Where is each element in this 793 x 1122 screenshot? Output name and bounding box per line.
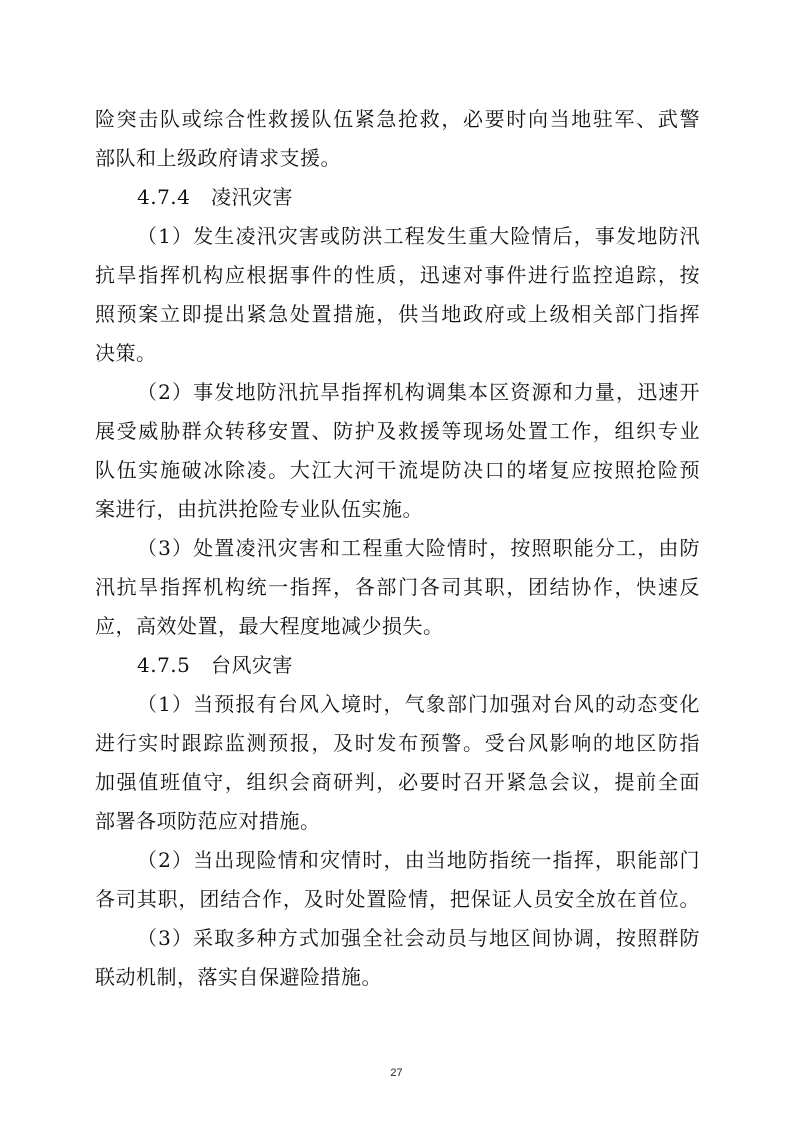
text-line: （3）处置凌汛灾害和工程重大险情时，按照职能分工，由防 [137, 536, 700, 560]
text-line: 部署各项防范应对措施。 [95, 809, 321, 833]
section-heading [95, 178, 700, 217]
text-line: 决策。 [95, 341, 157, 365]
section-number: 4.7.4 [137, 185, 191, 209]
page-number: 27 [390, 1067, 403, 1079]
text-line: 照预案立即提出紧急处置措施，供当地政府或上级相关部门指挥 [95, 302, 700, 326]
section-heading [95, 646, 700, 685]
text-line: （2）事发地防汛抗旱指挥机构调集本区资源和力量，迅速开 [137, 380, 700, 404]
text-line: （2）当出现险情和灾情时，由当地防指统一指挥，职能部门 [137, 848, 700, 872]
text-line: 联动机制，落实自保避险措施。 [95, 965, 382, 989]
text-line: 抗旱指挥机构应根据事件的性质，迅速对事件进行监控追踪，按 [95, 263, 700, 287]
text-line: （1）发生凌汛灾害或防洪工程发生重大险情后，事发地防汛 [137, 224, 700, 248]
section-title: 台风灾害 [211, 653, 293, 677]
text-line: 汛抗旱指挥机构统一指挥，各部门各司其职，团结协作，快速反 [95, 575, 700, 599]
text-line: 部队和上级政府请求支援。 [95, 146, 341, 170]
text-line: （3）采取多种方式加强全社会动员与地区间协调，按照群防 [137, 926, 700, 950]
text-line: 险突击队或综合性救援队伍紧急抢救，必要时向当地驻军、武警 [95, 107, 700, 131]
text-line: 应，高效处置，最大程度地减少损失。 [95, 614, 444, 638]
text-line: （1）当预报有台风入境时，气象部门加强对台风的动态变化 [137, 692, 700, 716]
section-number: 4.7.5 [137, 653, 191, 677]
text-line: 案进行，由抗洪抢险专业队伍实施。 [95, 497, 423, 521]
text-line: 队伍实施破冰除凌。大江大河干流堤防决口的堵复应按照抢险预 [95, 458, 700, 482]
text-line: 加强值班值守，组织会商研判，必要时召开紧急会议，提前全面 [95, 770, 700, 794]
document-body [95, 100, 700, 997]
section-title: 凌汛灾害 [211, 185, 293, 209]
text-line: 各司其职，团结合作，及时处置险情，把保证人员安全放在首位。 [95, 887, 700, 911]
text-line: 进行实时跟踪监测预报，及时发布预警。受台风影响的地区防指 [95, 731, 700, 755]
text-line: 展受威胁群众转移安置、防护及救援等现场处置工作，组织专业 [95, 419, 700, 443]
